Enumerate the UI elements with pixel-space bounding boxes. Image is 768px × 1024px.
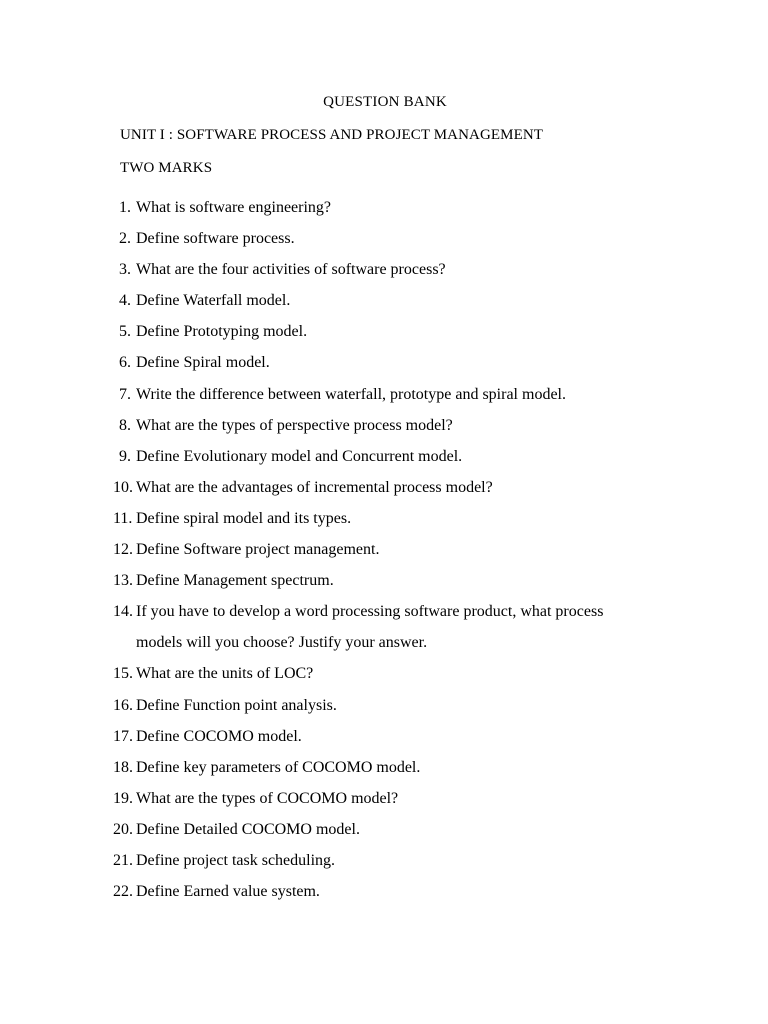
question-item	[0, 565, 768, 596]
question-text: What are the units of LOC?	[136, 665, 314, 683]
question-item	[0, 752, 768, 783]
question-number: 19.	[113, 789, 133, 807]
question-text-line: If you have to develop a word processing software product, what process	[136, 603, 604, 621]
question-number: 15.	[113, 665, 133, 683]
document-title: QUESTION BANK	[323, 94, 447, 110]
question-text: Define Prototyping model.	[136, 323, 308, 341]
question-number: 8.	[119, 416, 131, 434]
question-number: 6.	[119, 354, 131, 372]
question-number: 22.	[113, 883, 133, 901]
question-number: 12.	[113, 541, 133, 559]
question-number: 7.	[119, 385, 131, 403]
question-item	[0, 503, 768, 534]
question-number: 9.	[119, 447, 131, 465]
question-text: Write the difference between waterfall, prototype and spiral model.	[136, 385, 566, 403]
question-item	[0, 410, 768, 441]
question-item	[0, 285, 768, 316]
question-text-continuation: models will you choose? Justify your answer.	[136, 634, 428, 652]
question-text: Define Detailed COCOMO model.	[136, 820, 360, 838]
question-item	[0, 658, 768, 689]
question-number: 3.	[119, 261, 131, 279]
question-number: 17.	[113, 727, 133, 745]
question-number: 16.	[113, 696, 133, 714]
question-text: Define Spiral model.	[136, 354, 270, 372]
question-number: 20.	[113, 820, 133, 838]
question-text: Define Software project management.	[136, 541, 380, 559]
question-item	[0, 690, 768, 721]
question-text: Define Function point analysis.	[136, 696, 337, 714]
question-text: Define software process.	[136, 230, 295, 248]
question-item	[0, 814, 768, 845]
question-item	[0, 223, 768, 254]
section-heading: TWO MARKS	[120, 160, 213, 176]
question-item	[0, 254, 768, 285]
question-number: 21.	[113, 851, 133, 869]
question-item	[0, 534, 768, 565]
question-text: Define Earned value system.	[136, 883, 320, 901]
question-number: 13.	[113, 572, 133, 590]
question-text: Define COCOMO model.	[136, 727, 302, 745]
question-number: 10.	[113, 478, 133, 496]
question-item	[0, 783, 768, 814]
unit-heading: UNIT I : SOFTWARE PROCESS AND PROJECT MANAGEMENT	[120, 127, 544, 143]
question-text: What are the four activities of software process?	[136, 261, 446, 279]
question-text: Define spiral model and its types.	[136, 509, 352, 527]
question-text: What are the types of perspective process model?	[136, 416, 453, 434]
question-text: Define Evolutionary model and Concurrent model.	[136, 447, 463, 465]
question-number: 11.	[113, 509, 133, 527]
question-item	[0, 379, 768, 410]
question-number: 4.	[119, 292, 131, 310]
question-text: Define Waterfall model.	[136, 292, 291, 310]
question-item	[0, 441, 768, 472]
question-item	[0, 472, 768, 503]
question-text: What are the types of COCOMO model?	[136, 789, 399, 807]
question-text	[136, 596, 603, 658]
question-item	[0, 192, 768, 223]
question-list	[0, 192, 768, 907]
question-item	[0, 596, 768, 658]
question-number: 14.	[113, 603, 133, 621]
question-text: What is software engineering?	[136, 199, 332, 216]
question-text: What are the advantages of incremental process model?	[136, 478, 493, 496]
question-text: Define Management spectrum.	[136, 572, 334, 590]
question-text: Define key parameters of COCOMO model.	[136, 758, 421, 776]
question-item	[0, 721, 768, 752]
question-item	[0, 347, 768, 378]
question-item	[0, 876, 768, 907]
question-item	[0, 845, 768, 876]
question-number: 2.	[119, 230, 131, 248]
question-number: 1.	[119, 199, 131, 216]
question-item	[0, 316, 768, 347]
question-text: Define project task scheduling.	[136, 851, 336, 869]
question-number: 5.	[119, 323, 131, 341]
question-number: 18.	[113, 758, 133, 776]
